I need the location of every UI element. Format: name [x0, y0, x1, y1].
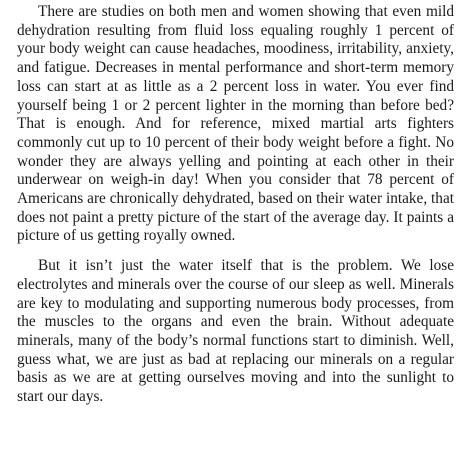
document-page [17, 3, 454, 407]
paragraph-minerals: But it isn’t just the water itself that is the problem. We lose electrolytes and minerals over the course of our sleep as well. Minerals are key to modulating and supporting numerous body processes, from the muscles to the organs and even the brain. Without adequate minerals, many of the body’s normal functions start to diminish. Well, guess what, we are just as bad at replacing our minerals on a regular basis as we are at getting ourselves moving and into the sunlight to start our days. [17, 257, 454, 406]
paragraph-dehydration: There are studies on both men and women showing that even mild dehydration resulting from fluid loss equaling roughly 1 percent of your body weight can cause headaches, moodiness, irritability, anxiety, and fatigue. Decreases in mental performance and short-term memory loss can start at as little as a 2 percent loss in water. You ever find yourself being 1 or 2 percent lighter in the morning than before bed? That is enough. And for reference, mixed martial arts fighters commonly cut up to 10 percent of their body weight before a fight. No wonder they are always yelling and pointing at each other in their underwear on weigh-in day! When you consider that 78 percent of Americans are chronically dehydrated, based on their water intake, that does not paint a pretty picture of the start of the average day. It paints a picture of us getting royally owned. [17, 3, 454, 245]
